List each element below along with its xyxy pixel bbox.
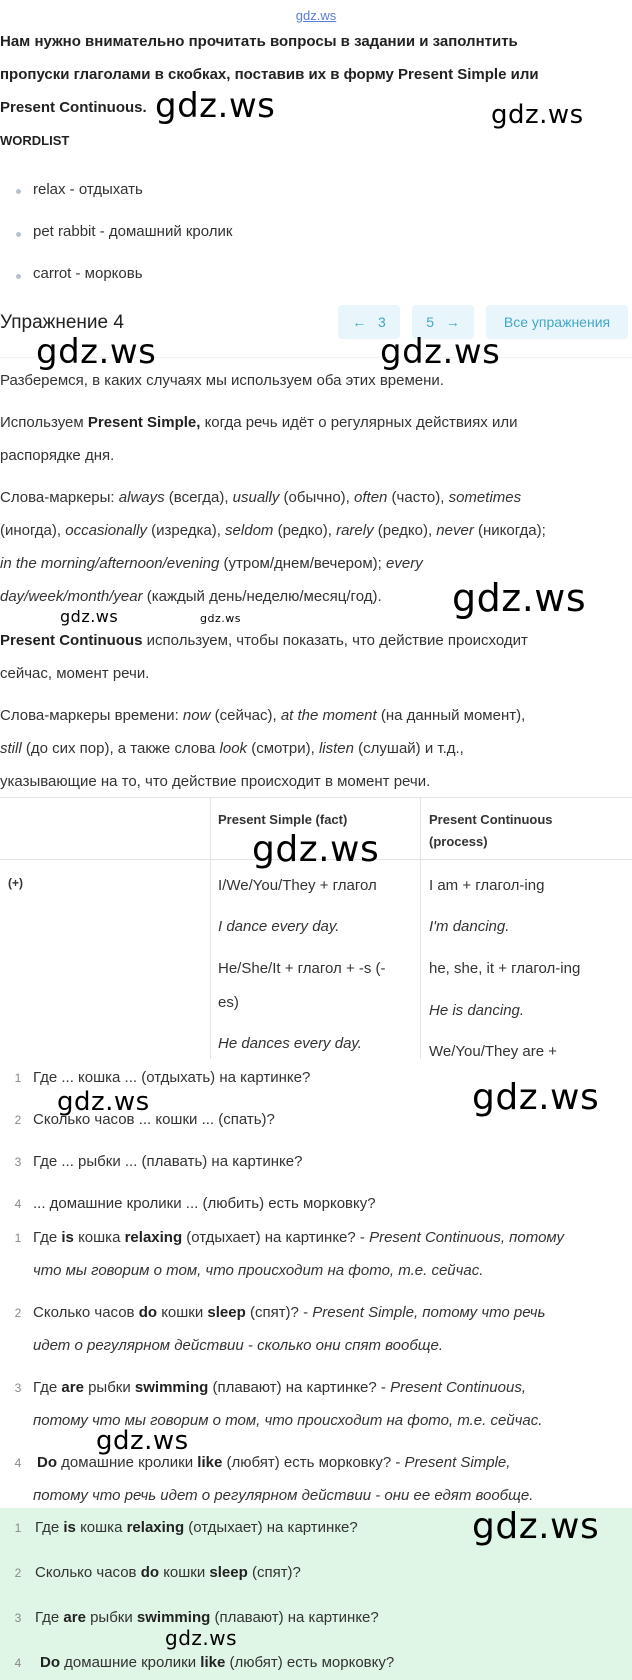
watermark: gdz.ws [96, 1426, 189, 1456]
question-item: ... домашние кролики ... (любить) есть морковку? [33, 1195, 376, 1212]
table-cell: I am + глагол-ing [429, 877, 545, 894]
table-divider [210, 797, 211, 1059]
table-header-continuous-sub: (process) [429, 834, 488, 849]
list-number: 3 [14, 1611, 22, 1625]
answer-item: Где are рыбки swimming (плавают) на картинке? [35, 1609, 379, 1626]
theory-paragraph-1: Разберемся, в каких случаях мы используем оба этих времени. [0, 372, 444, 389]
watermark: gdz.ws [60, 607, 119, 626]
answer-item: Где is кошка relaxing (отдыхает) на картинке? [35, 1519, 358, 1536]
list-number: 2 [14, 1566, 22, 1580]
table-cell: We/You/They are + [429, 1043, 557, 1060]
bullet-dot [16, 274, 21, 279]
list-number: 4 [14, 1656, 22, 1670]
watermark: gdz.ws [36, 332, 157, 372]
theory-pc-line-2: сейчас, момент речи. [0, 665, 150, 682]
watermark: gdz.ws [155, 86, 276, 126]
markers-line-2: (иногда), occasionally (изредка), seldom (редко), rarely (редко), never (никогда); [0, 522, 546, 539]
explained-answer-line: Do домашние кролики like (любят) есть морковку? - Present Simple, [37, 1454, 511, 1471]
table-cell: I/We/You/They + глагол [218, 877, 377, 894]
intro-line-3: Present Continuous. [0, 99, 147, 116]
list-number: 2 [14, 1306, 22, 1320]
pc-markers-line-2: still (до сих пор), а также слова look (смотри), listen (слушай) и т.д., [0, 740, 464, 757]
list-number: 2 [14, 1113, 22, 1127]
watermark: gdz.ws [165, 1626, 238, 1650]
list-number: 1 [14, 1071, 22, 1085]
explained-answer-line: что мы говорим о том, что происходит на фото, т.е. сейчас. [33, 1262, 484, 1279]
table-cell: He is dancing. [429, 1002, 525, 1019]
intro-line-2: пропуски глаголами в скобках, поставив их в форму Present Simple или [0, 66, 539, 83]
table-header-continuous: Present Continuous [429, 812, 553, 827]
pc-markers-line-1: Слова-маркеры времени: now (сейчас), at the moment (на данный момент), [0, 707, 526, 724]
table-cell: He dances every day. [218, 1035, 362, 1052]
site-title-link[interactable]: gdz.ws [295, 8, 337, 23]
bullet-dot [16, 232, 21, 237]
watermark: gdz.ws [472, 1077, 600, 1118]
list-number: 4 [14, 1197, 22, 1211]
arrow-right-icon: → [445, 314, 460, 330]
wordlist-heading: WORDLIST [0, 133, 70, 148]
all-exercises-button[interactable]: Все упражнения [486, 305, 628, 339]
watermark: gdz.ws [57, 1087, 150, 1117]
bullet-dot [16, 189, 21, 194]
markers-line-1: Слова-маркеры: always (всегда), usually (обычно), often (часто), sometimes [0, 489, 522, 506]
explained-answer-line: Сколько часов do кошки sleep (спят)? - Present Simple, потому что речь [33, 1304, 546, 1321]
markers-line-4: day/week/month/year (каждый день/неделю/месяц/год). [0, 588, 382, 605]
pc-markers-line-3: указывающие на то, что действие происходит в момент речи. [0, 773, 431, 790]
table-cell: He/She/It + глагол + -s (- [218, 960, 386, 977]
next-exercise-label: 5 [426, 314, 435, 330]
table-divider [420, 797, 421, 1059]
question-item: Где ... рыбки ... (плавать) на картинке? [33, 1153, 303, 1170]
list-number: 1 [14, 1521, 22, 1535]
watermark: gdz.ws [472, 1506, 600, 1547]
explained-answer-line: Где are рыбки swimming (плавают) на картинке? - Present Continuous, [33, 1379, 526, 1396]
explained-answer-line: Где is кошка relaxing (отдыхает) на картинке? - Present Continuous, потому [33, 1229, 565, 1246]
question-item: Сколько часов ... кошки ... (спать)? [33, 1111, 275, 1128]
list-number: 4 [14, 1456, 22, 1470]
watermark: gdz.ws [200, 612, 241, 625]
watermark: gdz.ws [452, 576, 587, 620]
markers-line-3: in the morning/afternoon/evening (утром/днем/вечером); every [0, 555, 423, 572]
theory-ps-line-2: распорядке дня. [0, 447, 115, 464]
table-cell: I'm dancing. [429, 918, 510, 935]
wordlist-item: relax - отдыхать [33, 181, 143, 198]
list-number: 1 [14, 1231, 22, 1245]
theory-pc-line-1: Present Continuous используем, чтобы показать, что действие происходит [0, 632, 528, 649]
answer-item: Сколько часов do кошки sleep (спят)? [35, 1564, 301, 1581]
arrow-left-icon: ← [352, 314, 367, 330]
explained-answer-line: идет о регулярном действии - сколько они спят вообще. [33, 1337, 444, 1354]
wordlist-item: carrot - морковь [33, 265, 143, 282]
watermark: gdz.ws [252, 829, 380, 870]
watermark: gdz.ws [491, 100, 584, 130]
table-cell: he, she, it + глагол-ing [429, 960, 581, 977]
question-item: Где ... кошка ... (отдыхать) на картинке? [33, 1069, 311, 1086]
list-number: 3 [14, 1381, 22, 1395]
list-number: 3 [14, 1155, 22, 1169]
table-cell: es) [218, 994, 239, 1011]
answer-item: Do домашние кролики like (любят) есть морковку? [40, 1654, 395, 1671]
table-row-label: (+) [8, 876, 23, 890]
watermark: gdz.ws [380, 332, 501, 372]
exercise-title: Упражнение 4 [0, 312, 124, 333]
explained-answer-line: потому что мы говорим о том, что происходит на фото, т.е. сейчас. [33, 1412, 543, 1429]
intro-line-1: Нам нужно внимательно прочитать вопросы в задании и заполнтить [0, 33, 518, 50]
table-cell: I dance every day. [218, 918, 340, 935]
wordlist-item: pet rabbit - домашний кролик [33, 223, 233, 240]
prev-exercise-label: 3 [377, 314, 386, 330]
table-header-simple: Present Simple (fact) [218, 812, 348, 827]
theory-ps-line-1: Используем Present Simple, когда речь идёт о регулярных действиях или [0, 414, 518, 431]
explained-answer-line: потому что речь идет о регулярном действии - они ее едят вообще. [33, 1487, 534, 1504]
